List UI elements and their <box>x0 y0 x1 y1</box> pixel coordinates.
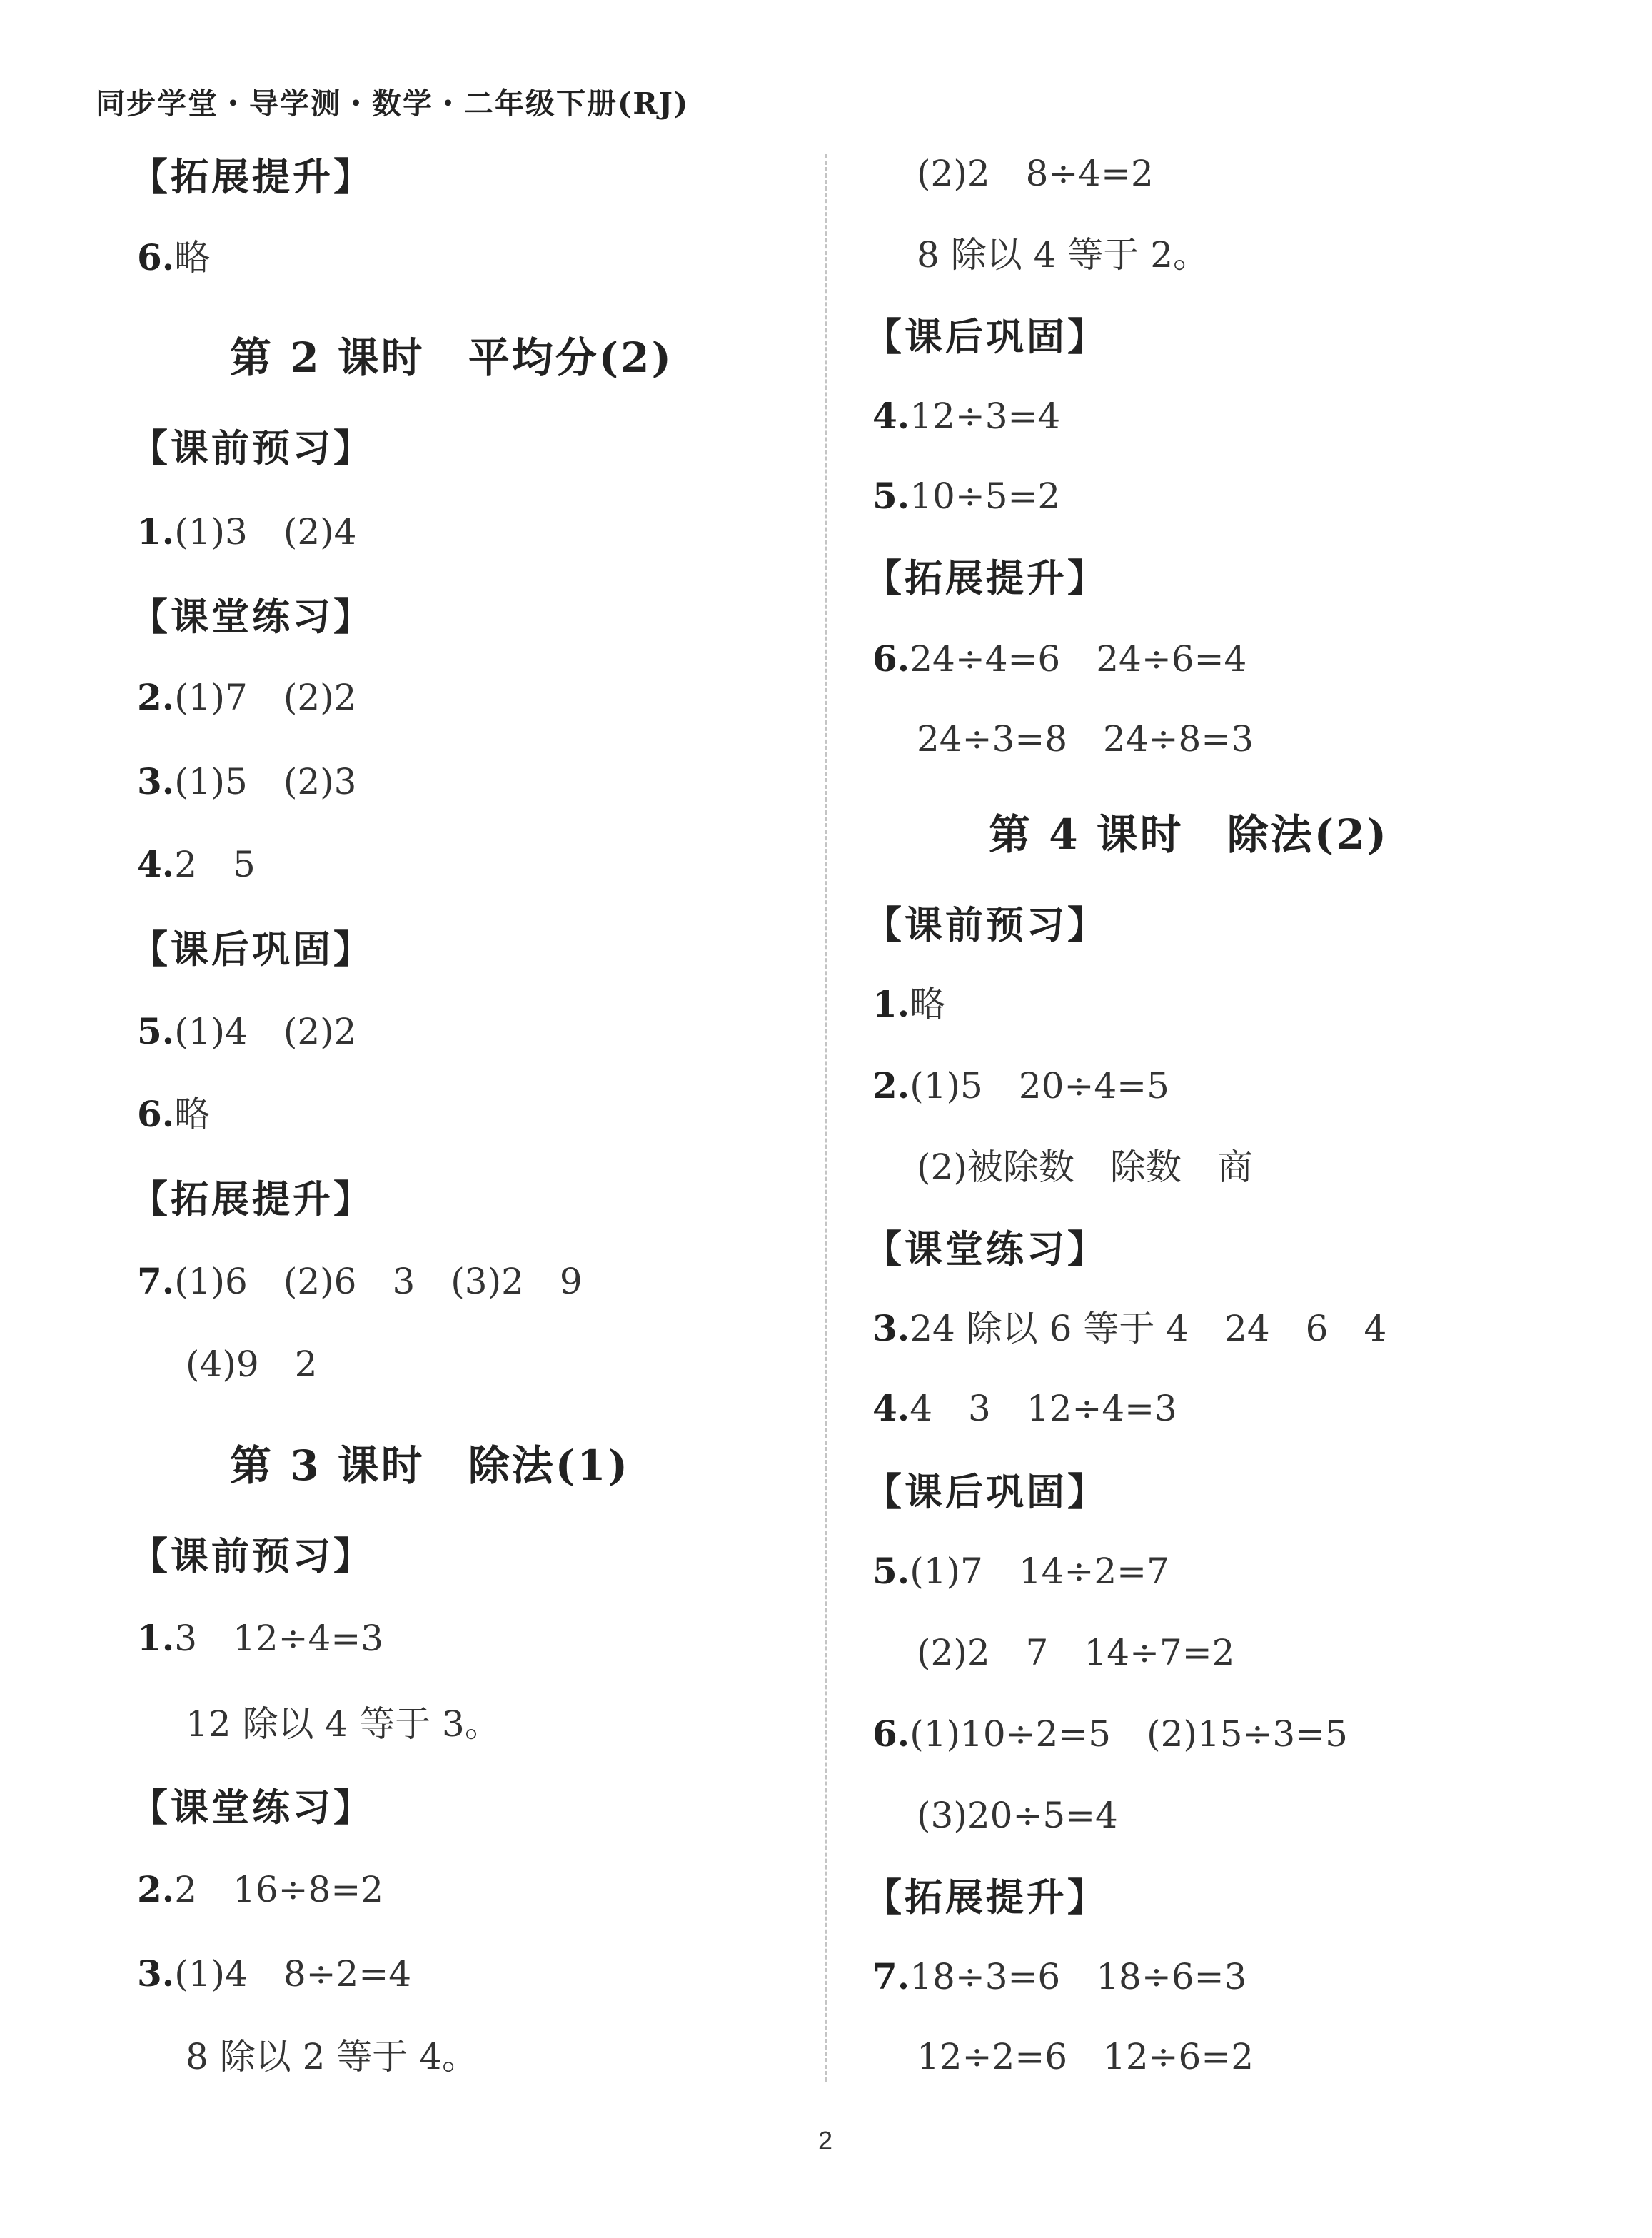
section-heading: 【课堂练习】 <box>864 1227 1108 1271</box>
answer-item <box>872 395 1061 437</box>
question-number: 2. <box>137 1868 175 1910</box>
question-number: 5. <box>872 475 910 517</box>
question-number: 3. <box>137 760 175 802</box>
answer-continuation: 8 除以 2 等于 4。 <box>186 2036 478 2077</box>
answer-text: (1)4 8÷2=4 <box>174 1953 412 1995</box>
answer-item <box>872 1713 1348 1755</box>
question-number: 6. <box>137 236 175 278</box>
answer-text: 略 <box>174 1094 211 1135</box>
answer-continuation: (2)被除数 除数 商 <box>917 1146 1253 1188</box>
question-number: 7. <box>137 1260 175 1302</box>
answer-continuation: (4)9 2 <box>186 1344 318 1385</box>
lesson-title: 第 3 课时 除法(1) <box>230 1441 630 1490</box>
question-number: 2. <box>872 1064 910 1107</box>
section-heading: 【拓展提升】 <box>864 1875 1108 1920</box>
answer-text: (1)5 20÷4=5 <box>910 1065 1169 1107</box>
question-number: 5. <box>872 1550 910 1592</box>
section-heading: 【课后巩固】 <box>864 1470 1108 1514</box>
answer-item <box>137 1868 384 1910</box>
answer-text: 10÷5=2 <box>910 475 1061 517</box>
answer-item <box>137 510 357 553</box>
answer-item <box>872 1955 1247 1997</box>
answer-item <box>872 1307 1387 1349</box>
answer-item <box>872 637 1247 680</box>
question-number: 6. <box>872 1713 910 1755</box>
answer-text: (1)6 (2)6 3 (3)2 9 <box>174 1261 583 1302</box>
question-number: 1. <box>872 983 910 1025</box>
answer-item <box>137 760 357 802</box>
answer-item <box>872 983 946 1025</box>
lesson-title: 第 2 课时 平均分(2) <box>230 333 673 382</box>
answer-item <box>872 1550 1169 1592</box>
answer-text: 略 <box>174 237 211 278</box>
section-heading: 【课堂练习】 <box>130 1785 374 1830</box>
question-number: 1. <box>137 1617 175 1659</box>
answer-text: 12÷3=4 <box>910 395 1061 437</box>
lesson-title: 第 4 课时 除法(2) <box>989 810 1389 859</box>
section-heading: 【课前预习】 <box>130 1534 374 1578</box>
section-heading: 【拓展提升】 <box>130 1177 374 1221</box>
answer-item <box>137 1010 357 1052</box>
answer-continuation: 8 除以 4 等于 2。 <box>917 234 1209 276</box>
answer-text: (1)7 14÷2=7 <box>910 1551 1169 1592</box>
question-number: 3. <box>872 1307 910 1349</box>
answer-text: (1)7 (2)2 <box>174 677 357 718</box>
answer-item <box>137 676 357 718</box>
answer-item <box>137 1093 211 1135</box>
answer-item <box>137 1617 384 1659</box>
answer-continuation: (2)2 7 14÷7=2 <box>917 1632 1235 1673</box>
question-number: 3. <box>137 1952 175 1995</box>
answer-continuation: (2)2 8÷4=2 <box>917 153 1154 194</box>
section-heading: 【课前预习】 <box>130 426 374 470</box>
question-number: 5. <box>137 1010 175 1052</box>
section-heading: 【课堂练习】 <box>130 595 374 639</box>
answer-item <box>137 236 211 278</box>
answer-text: 24÷4=6 24÷6=4 <box>910 638 1247 680</box>
section-heading: 【课前预习】 <box>864 903 1108 947</box>
page-number: 2 <box>818 2126 833 2155</box>
section-heading: 【课后巩固】 <box>130 927 374 972</box>
page-header: 同步学堂・导学测・数学・二年级下册(RJ) <box>96 86 690 121</box>
answer-continuation: 12 除以 4 等于 3。 <box>186 1703 500 1745</box>
answer-continuation: 24÷3=8 24÷8=3 <box>917 718 1254 760</box>
question-number: 7. <box>872 1955 910 1997</box>
question-number: 6. <box>137 1093 175 1135</box>
answer-text: 略 <box>910 984 946 1025</box>
answer-text: (1)4 (2)2 <box>174 1011 357 1052</box>
answer-text: 4 3 12÷4=3 <box>910 1388 1177 1429</box>
answer-continuation: 12÷2=6 12÷6=2 <box>917 2036 1254 2077</box>
answer-text: 3 12÷4=3 <box>174 1618 384 1659</box>
answer-text: (1)3 (2)4 <box>174 511 357 553</box>
section-heading: 【拓展提升】 <box>864 556 1108 600</box>
answer-item <box>137 1260 583 1302</box>
question-number: 4. <box>872 395 910 437</box>
answer-item <box>137 843 256 885</box>
question-number: 6. <box>872 637 910 680</box>
answer-text: 2 5 <box>174 844 256 885</box>
answer-text: (1)5 (2)3 <box>174 761 357 802</box>
answer-item <box>137 1952 412 1995</box>
section-heading: 【拓展提升】 <box>130 155 374 199</box>
answer-item <box>872 475 1061 517</box>
answer-text: 24 除以 6 等于 4 24 6 4 <box>910 1308 1387 1349</box>
question-number: 4. <box>872 1387 910 1429</box>
answer-text: 18÷3=6 18÷6=3 <box>910 1956 1247 1997</box>
question-number: 4. <box>137 843 175 885</box>
section-heading: 【课后巩固】 <box>864 315 1108 359</box>
question-number: 1. <box>137 510 175 553</box>
answer-text: 2 16÷8=2 <box>174 1869 384 1910</box>
answer-item <box>872 1064 1169 1107</box>
answer-continuation: (3)20÷5=4 <box>917 1795 1118 1836</box>
question-number: 2. <box>137 676 175 718</box>
answer-item <box>872 1387 1177 1429</box>
answer-text: (1)10÷2=5 (2)15÷3=5 <box>910 1713 1348 1755</box>
column-divider <box>825 154 827 2082</box>
